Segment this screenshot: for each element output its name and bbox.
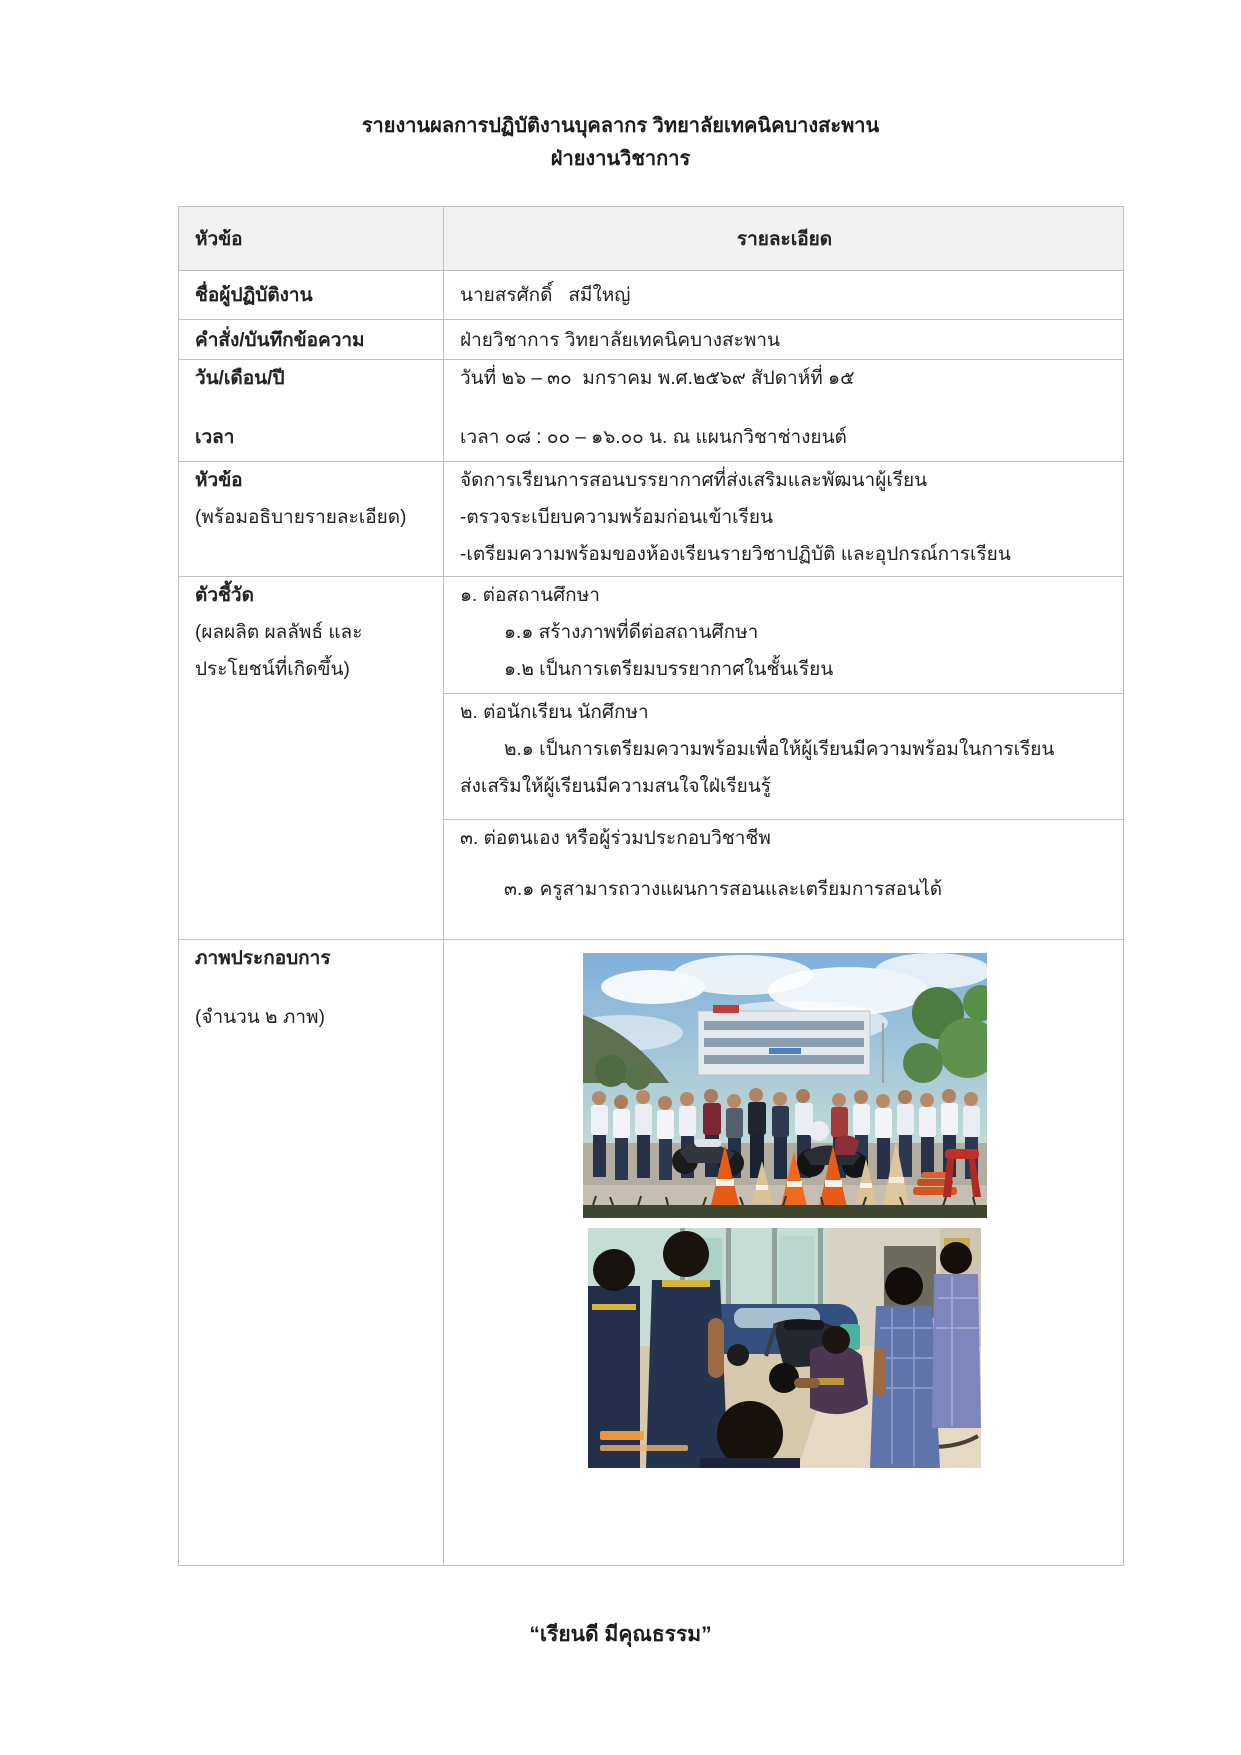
- indicator-item: ๑.๑ สร้างภาพที่ดีต่อสถานศึกษา: [504, 622, 759, 643]
- header-topic-cell: หัวข้อ: [179, 207, 444, 271]
- datetime-value-cell: [444, 360, 1124, 462]
- photos-cell: [444, 940, 1124, 1566]
- photo-workshop: [460, 1228, 1109, 1468]
- topic-label-cell: [179, 462, 444, 577]
- topic-line: -ตรวจระเบียบความพร้อมก่อนเข้าเรียน: [460, 507, 773, 528]
- topic-line: -เตรียมความพร้อมของห้องเรียนรายวิชาปฏิบัติ และอุปกรณ์การเรียน: [460, 544, 1011, 565]
- indicator-item-continuation: ส่งเสริมให้ผู้เรียนมีความสนใจใฝ่เรียนรู้: [460, 776, 771, 797]
- datetime-label-cell: [179, 360, 444, 462]
- photo-workshop-illustration: [588, 1228, 981, 1468]
- document-subtitle: ฝ่ายงานวิชาการ: [550, 148, 691, 170]
- header-details-cell: รายละเอียด: [444, 207, 1124, 271]
- order-label: คำสั่ง/บันทึกข้อความ: [179, 320, 444, 360]
- indicator-section-students: [444, 694, 1124, 820]
- topic-row: [179, 462, 1124, 577]
- document-header: [0, 110, 1241, 176]
- photos-sublabel: (จำนวน ๒ ภาพ): [195, 1007, 325, 1028]
- indicator-item: ๑.๒ เป็นการเตรียมบรรยากาศในชั้นเรียน: [504, 659, 834, 680]
- indicator-heading: ๒. ต่อนักเรียน นักศึกษา: [460, 702, 649, 723]
- order-value: ฝ่ายวิชาการ วิทยาลัยเทคนิคบางสะพาน: [444, 320, 1124, 360]
- indicator-heading: ๑. ต่อสถานศึกษา: [460, 585, 600, 606]
- performer-row: [179, 271, 1124, 320]
- report-table: [178, 206, 1124, 1566]
- indicator-section-self: [444, 820, 1124, 940]
- indicator-item: ๒.๑ เป็นการเตรียมความพร้อมเพื่อให้ผู้เรียนมีความพร้อมในการเรียน: [504, 739, 1055, 760]
- indicator-section-school: [444, 577, 1124, 694]
- time-value: เวลา ๐๘ : ๐๐ – ๑๖.๐๐ น. ณ แผนกวิชาช่างยนต์: [460, 427, 847, 448]
- topic-label: หัวข้อ: [195, 470, 243, 491]
- indicators-sublabel: (ผลผลิต ผลลัพธ์ และ: [195, 622, 363, 643]
- topic-line: จัดการเรียนการสอนบรรยากาศที่ส่งเสริมและพัฒนาผู้เรียน: [460, 470, 928, 491]
- performer-value: นายสรศักดิ์ สมีใหญ่: [444, 271, 1124, 320]
- indicator-heading: ๓. ต่อตนเอง หรือผู้ร่วมประกอบวิชาชีพ: [460, 828, 771, 849]
- document-title: รายงานผลการปฏิบัติงานบุคลากร วิทยาลัยเทคนิคบางสะพาน: [361, 115, 880, 137]
- indicators-sublabel: ประโยชน์ที่เกิดขึ้น): [195, 659, 350, 680]
- photos-row: [179, 940, 1124, 1566]
- footer-motto: “เรียนดี มีคุณธรรม”: [529, 1623, 712, 1646]
- date-value: วันที่ ๒๖ – ๓๐ มกราคม พ.ศ.๒๕๖๙ สัปดาห์ที่ ๑๕: [460, 368, 855, 389]
- photo-group-outdoor-illustration: [583, 953, 987, 1218]
- indicators-label: ตัวชี้วัด: [195, 585, 254, 606]
- photo-group-outdoor: [460, 953, 1109, 1218]
- topic-value-cell: [444, 462, 1124, 577]
- topic-sublabel: (พร้อมอธิบายรายละเอียด): [195, 507, 407, 528]
- photos-label: ภาพประกอบการ: [195, 948, 331, 969]
- time-label: เวลา: [195, 427, 235, 448]
- indicators-row-1: [179, 577, 1124, 694]
- performer-label: ชื่อผู้ปฏิบัติงาน: [179, 271, 444, 320]
- photos-label-cell: [179, 940, 444, 1566]
- indicator-item: ๓.๑ ครูสามารถวางแผนการสอนและเตรียมการสอนได้: [504, 879, 943, 900]
- order-row: [179, 320, 1124, 360]
- indicators-label-cell: [179, 577, 444, 940]
- datetime-row: [179, 360, 1124, 462]
- table-header-row: [179, 207, 1124, 271]
- college-building: [698, 1005, 870, 1075]
- date-label: วัน/เดือน/ปี: [195, 368, 285, 389]
